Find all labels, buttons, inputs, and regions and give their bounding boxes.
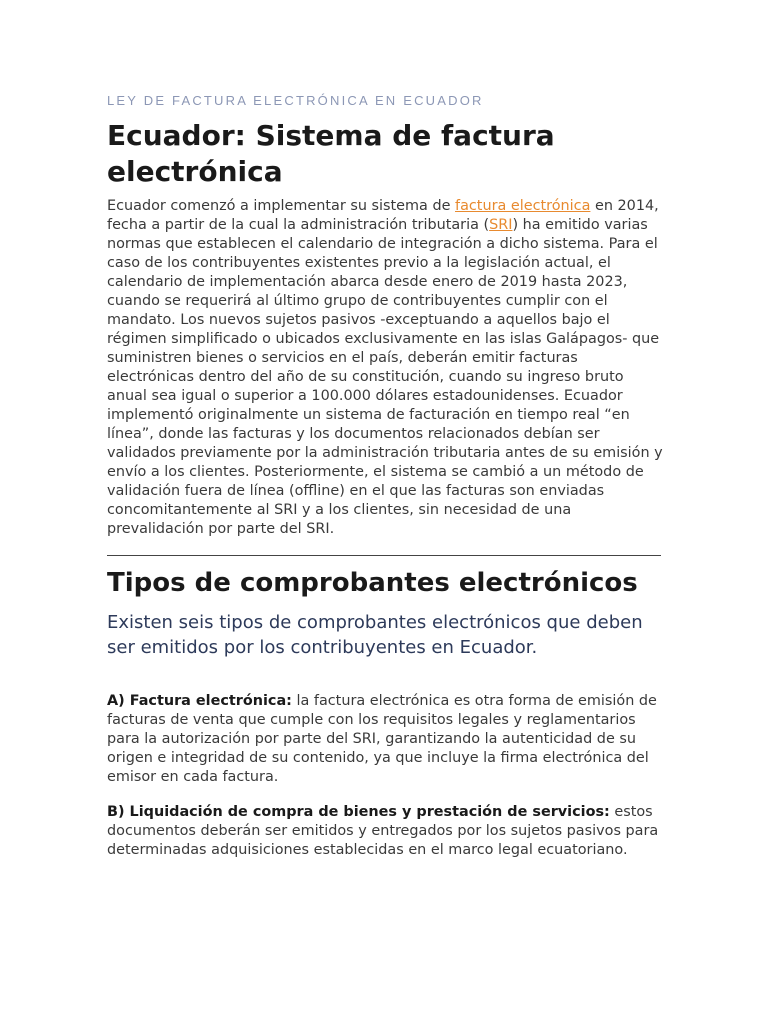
article-kicker: LEY DE FACTURA ELECTRÓNICA EN ECUADOR xyxy=(107,93,484,108)
intro-text-2: en 2014, fecha a partir de la cual la administración tributaria ( xyxy=(107,198,659,233)
factura-electronica-link[interactable]: factura electrónica xyxy=(455,198,591,214)
item-text: estos documentos deberán ser emitidos y entregados por los sujetos pasivos para determinadas adquisiciones establecidas en el marco legal ecuatoriano. xyxy=(107,804,659,858)
page-title: Ecuador: Sistema de factura electrónica xyxy=(107,119,555,188)
section-divider xyxy=(107,555,661,556)
item-text: la factura electrónica es otra forma de emisión de facturas de venta que cumple con los requisitos legales y reglamentarios para la autorización por parte del SRI, garantizando la autenticidad de su origen e integridad de su contenido, ya que incluye la firma electrónica del emisor en cada factura. xyxy=(107,693,657,785)
sri-link[interactable]: SRI xyxy=(489,217,513,233)
list-item xyxy=(107,803,663,860)
item-label: A) Factura electrónica: xyxy=(107,693,292,709)
intro-text-3: ) ha emitido varias normas que establecen el calendario de integración a dicho sistema. Para el caso de los contribuyentes existentes previo a la legislación actual, el calendario de implementación abarca desde enero de 2019 hasta 2023, cuando se requerirá al último grupo de contribuyentes cumplir con el mandato. Los nuevos sujetos pasivos -exceptuando a aquellos bajo el régimen simplificado o ubicados exclusivamente en las islas Galápagos- que suministren bienes o servicios en el país, deberán emitir facturas electrónicas dentro del año de su constitución, cuando su ingreso bruto anual sea igual o superior a 100.000 dólares estadounidenses. Ecuador implementó originalmente un sistema de facturación en tiempo real “en línea”, donde las facturas y los documentos relacionados debían ser validados previamente por la administración tributaria antes de su emisión y envío a los clientes. Posteriormente, el sistema se cambió a un método de validación fuera de línea (offline) en el que las facturas son enviadas concomitantemente al SRI y a los clientes, sin necesidad de una prevalidación por parte del SRI. xyxy=(107,217,663,537)
item-label: B) Liquidación de compra de bienes y prestación de servicios: xyxy=(107,804,610,820)
intro-text-1: Ecuador comenzó a implementar su sistema de xyxy=(107,198,456,214)
list-item xyxy=(107,692,663,787)
section-subtitle: Existen seis tipos de comprobantes electrónicos que deben ser emitidos por los contribuyentes en Ecuador. xyxy=(107,612,643,658)
intro-paragraph xyxy=(107,197,663,539)
section-heading: Tipos de comprobantes electrónicos xyxy=(107,568,638,598)
